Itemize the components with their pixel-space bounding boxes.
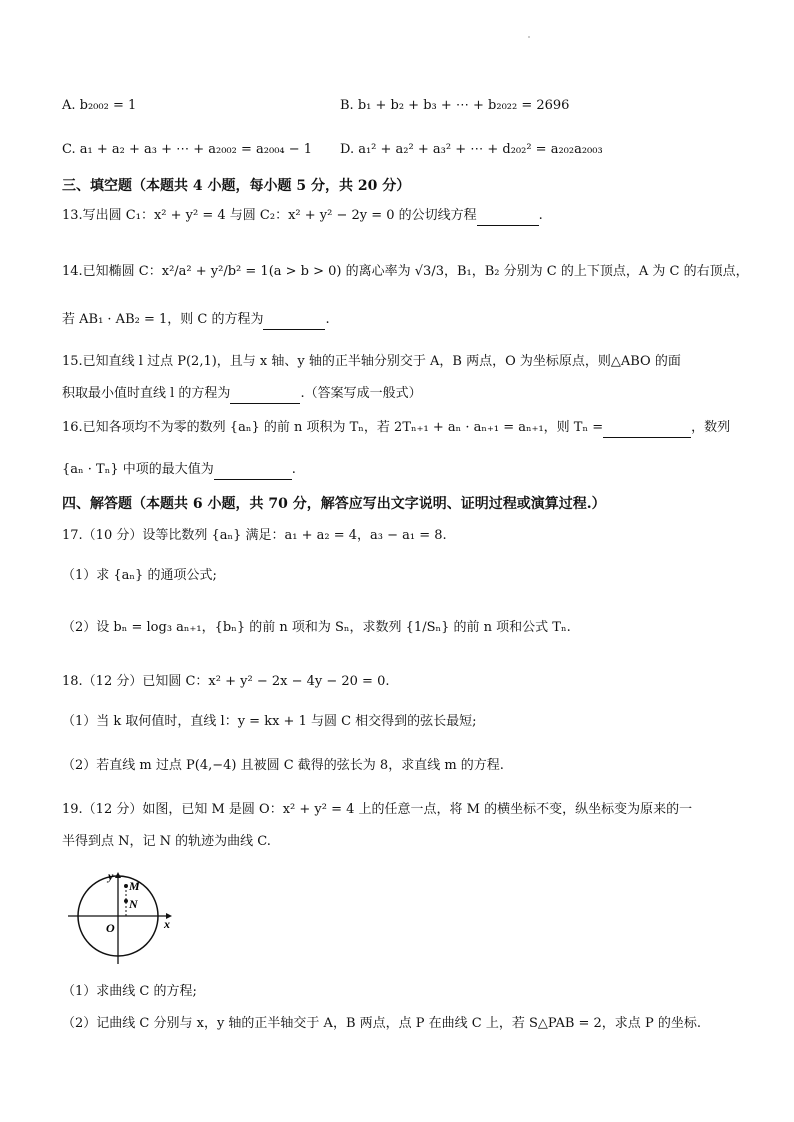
option-b: B. b₁ + b₂ + b₃ + ⋯ + b₂₀₂₂ = 2696: [340, 98, 570, 113]
section-3-heading: 三、填空题（本题共 4 小题，每小题 5 分，共 20 分）: [62, 178, 411, 194]
label-x: x: [164, 917, 170, 931]
point-m: [124, 884, 128, 888]
question-19-line-1: 19.（12 分）如图，已知 M 是圆 O：x² + y² = 4 上的任意一点，将 M 的横坐标不变，纵坐标变为原来的一: [62, 802, 693, 817]
label-n: N: [129, 897, 138, 911]
answer-blank-16b[interactable]: [214, 465, 292, 480]
question-17-part-1: （1）求 {aₙ} 的通项公式;: [62, 568, 217, 583]
question-13: [62, 206, 543, 226]
answer-blank-13[interactable]: [477, 211, 539, 226]
question-13-end: .: [538, 208, 543, 223]
question-13-text: 13.写出圆 C₁：x² + y² = 4 与圆 C₂：x² + y² − 2y = 0 的公切线方程: [62, 208, 477, 223]
question-15-end: .（答案写成一般式）: [300, 386, 422, 401]
question-15-line-1: 15.已知直线 l 过点 P(2,1)，且与 x 轴、y 轴的正半轴分别交于 A，B 两点，O 为坐标原点，则△ABO 的面: [62, 354, 681, 369]
question-19-part-2: （2）记曲线 C 分别与 x，y 轴的正半轴交于 A，B 两点，点 P 在曲线 C 上，若 S△PAB = 2，求点 P 的坐标.: [62, 1016, 701, 1031]
question-16-line-2-text: {aₙ · Tₙ} 中项的最大值为: [62, 462, 214, 477]
circle-figure: [62, 868, 182, 968]
question-16-line-1: [62, 418, 730, 438]
y-axis-arrow: [115, 872, 121, 878]
question-19-line-2: 半得到点 N，记 N 的轨迹为曲线 C.: [62, 834, 271, 849]
question-16-line-2: [62, 460, 296, 480]
question-18-stem: 18.（12 分）已知圆 C：x² + y² − 2x − 4y − 20 = 0.: [62, 674, 390, 689]
label-o: O: [106, 921, 115, 935]
question-18-part-1: （1）当 k 取何值时，直线 l：y = kx + 1 与圆 C 相交得到的弦长最短;: [62, 714, 477, 729]
answer-blank-14[interactable]: [263, 315, 325, 330]
question-14-line-2: [62, 310, 330, 330]
question-16-line-1-text: 16.已知各项均不为零的数列 {aₙ} 的前 n 项积为 Tₙ，若 2Tₙ₊₁ + aₙ · aₙ₊₁ = aₙ₊₁，则 Tₙ =: [62, 420, 604, 435]
answer-blank-15[interactable]: [230, 389, 300, 404]
point-n: [124, 899, 128, 903]
question-15-line-2-text: 积取最小值时直线 l 的方程为: [62, 386, 231, 401]
label-m: M: [129, 879, 140, 893]
question-15-line-2: [62, 384, 422, 404]
question-14-line-2-text: 若 AB₁ · AB₂ = 1，则 C 的方程为: [62, 312, 264, 327]
label-y: y: [108, 869, 114, 883]
question-14-line-1: 14.已知椭圆 C：x²/a² + y²/b² = 1(a > b > 0) 的离心率为 √3/3，B₁，B₂ 分别为 C 的上下顶点，A 为 C 的右顶点，: [62, 264, 749, 279]
page-mark: [528, 36, 530, 38]
question-14-end: .: [325, 312, 330, 327]
question-17-part-2: （2）设 bₙ = log₃ aₙ₊₁，{bₙ} 的前 n 项和为 Sₙ，求数列 {1/Sₙ} 的前 n 项和公式 Tₙ.: [62, 620, 571, 635]
option-a: A. b₂₀₀₂ = 1: [62, 98, 137, 113]
answer-blank-16a[interactable]: [603, 423, 691, 438]
question-16-line-1-end: ，数列: [691, 420, 731, 435]
question-16-end: .: [291, 462, 296, 477]
question-19-part-1: （1）求曲线 C 的方程;: [62, 984, 197, 999]
question-18-part-2: （2）若直线 m 过点 P(4,−4) 且被圆 C 截得的弦长为 8，求直线 m 的方程.: [62, 758, 504, 773]
question-17-stem: 17.（10 分）设等比数列 {aₙ} 满足：a₁ + a₂ = 4，a₃ − a₁ = 8.: [62, 528, 447, 543]
section-4-heading: 四、解答题（本题共 6 小题，共 70 分，解答应写出文字说明、证明过程或演算过程.）: [62, 496, 606, 512]
option-d: D. a₁² + a₂² + a₃² + ⋯ + d₂₀₂² = a₂₀₂a₂₀₀₃: [340, 142, 603, 157]
option-c: C. a₁ + a₂ + a₃ + ⋯ + a₂₀₀₂ = a₂₀₀₄ − 1: [62, 142, 313, 157]
